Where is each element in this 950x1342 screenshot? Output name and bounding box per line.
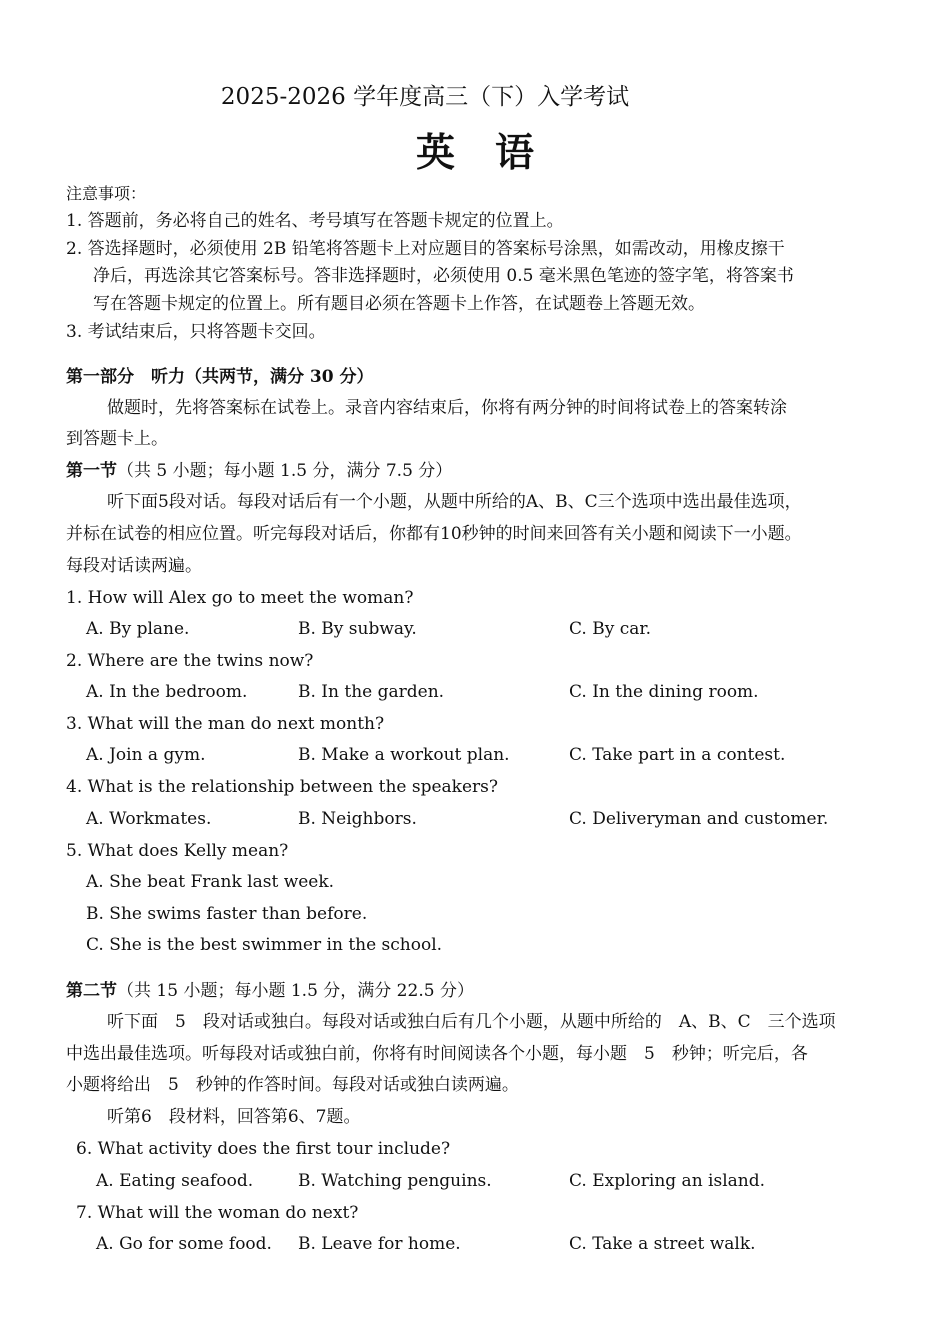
section2-instruction: 听下面 5 段对话或独白。每段对话或独白后有几个小题，从题中所给的 A、B、C 三个选项 bbox=[107, 1012, 836, 1032]
question-1: 1. How will Alex go to meet the woman? bbox=[66, 588, 414, 608]
q7-option-a: A. Go for some food. bbox=[96, 1234, 272, 1254]
question-3: 3. What will the man do next month? bbox=[66, 714, 385, 734]
q2-option-b: B. In the garden. bbox=[298, 682, 445, 702]
section1-label: 第一节 bbox=[66, 461, 117, 481]
q6-option-a: A. Eating seafood. bbox=[96, 1171, 254, 1191]
q2-option-a: A. In the bedroom. bbox=[86, 682, 248, 702]
q6-option-b: B. Watching penguins. bbox=[298, 1171, 492, 1191]
q3-option-a: A. Join a gym. bbox=[86, 745, 206, 765]
q4-option-b: B. Neighbors. bbox=[298, 809, 417, 829]
question-7: 7. What will the woman do next? bbox=[76, 1203, 359, 1223]
part1-heading: 第一部分 听力（共两节，满分 30 分） bbox=[66, 367, 374, 387]
part1-instruction: 做题时，先将答案标在试卷上。录音内容结束后，你将有两分钟的时间将试卷上的答案转涂 bbox=[107, 398, 787, 418]
section2-instruction-cont: 中选出最佳选项。听每段对话或独白前，你将有时间阅读各个小题，每小题 5 秒钟；听完后，各 bbox=[66, 1044, 808, 1064]
exam-title: 2025-2026 学年度高三（下）入学考试 bbox=[220, 84, 630, 110]
section1-heading bbox=[66, 463, 452, 480]
section1-instruction: 听下面5段对话。每段对话后有一个小题，从题中所给的A、B、C三个选项中选出最佳选项， bbox=[107, 492, 802, 512]
subject-title: 英语 bbox=[415, 130, 574, 176]
section2-scoring: （共 15 小题；每小题 1.5 分，满分 22.5 分） bbox=[117, 981, 474, 1001]
q3-option-b: B. Make a workout plan. bbox=[298, 745, 510, 765]
note-item-2-cont: 净后，再选涂其它答案标号。答非选择题时，必须使用 0.5 毫米黑色笔迹的签字笔，将答案书 bbox=[93, 266, 794, 286]
q7-option-c: C. Take a street walk. bbox=[569, 1234, 756, 1254]
q4-option-c: C. Deliveryman and customer. bbox=[569, 809, 829, 829]
q3-option-c: C. Take part in a contest. bbox=[569, 745, 786, 765]
question-4: 4. What is the relationship between the speakers? bbox=[66, 777, 499, 797]
note-item-2: 2. 答选择题时，必须使用 2B 铅笔将答题卡上对应题目的答案标号涂黑，如需改动，用橡皮擦干 bbox=[66, 239, 785, 259]
q4-option-a: A. Workmates. bbox=[86, 809, 212, 829]
q2-option-c: C. In the dining room. bbox=[569, 682, 759, 702]
part1-instruction-cont: 到答题卡上。 bbox=[66, 429, 168, 449]
q5-option-c: C. She is the best swimmer in the school. bbox=[86, 935, 443, 955]
section1-instruction-cont: 并标在试卷的相应位置。听完每段对话后，你都有10秒钟的时间来回答有关小题和阅读下一小题。 bbox=[66, 524, 802, 544]
q6-option-c: C. Exploring an island. bbox=[569, 1171, 766, 1191]
notes-title: 注意事项： bbox=[66, 184, 147, 203]
section2-instruction-cont: 小题将给出 5 秒钟的作答时间。每段对话或独白读两遍。 bbox=[66, 1075, 519, 1095]
q5-option-a: A. She beat Frank last week. bbox=[86, 872, 335, 892]
section2-label: 第二节 bbox=[66, 981, 117, 1001]
note-item-1: 1. 答题前，务必将自己的姓名、考号填写在答题卡规定的位置上。 bbox=[66, 211, 564, 231]
material-6-instruction: 听第6 段材料，回答第6、7题。 bbox=[107, 1107, 361, 1127]
q1-option-a: A. By plane. bbox=[86, 619, 190, 639]
section1-scoring: （共 5 小题；每小题 1.5 分，满分 7.5 分） bbox=[117, 461, 453, 481]
question-2: 2. Where are the twins now? bbox=[66, 651, 314, 671]
q7-option-b: B. Leave for home. bbox=[298, 1234, 461, 1254]
note-item-3: 3. 考试结束后，只将答题卡交回。 bbox=[66, 322, 326, 342]
section1-instruction-cont: 每段对话读两遍。 bbox=[66, 556, 202, 576]
question-6: 6. What activity does the first tour include? bbox=[76, 1139, 451, 1159]
note-item-2-cont: 写在答题卡规定的位置上。所有题目必须在答题卡上作答，在试题卷上答题无效。 bbox=[93, 294, 705, 314]
section2-heading bbox=[66, 983, 474, 1000]
q1-option-c: C. By car. bbox=[569, 619, 652, 639]
q1-option-b: B. By subway. bbox=[298, 619, 417, 639]
q5-option-b: B. She swims faster than before. bbox=[86, 904, 368, 924]
question-5: 5. What does Kelly mean? bbox=[66, 841, 289, 861]
